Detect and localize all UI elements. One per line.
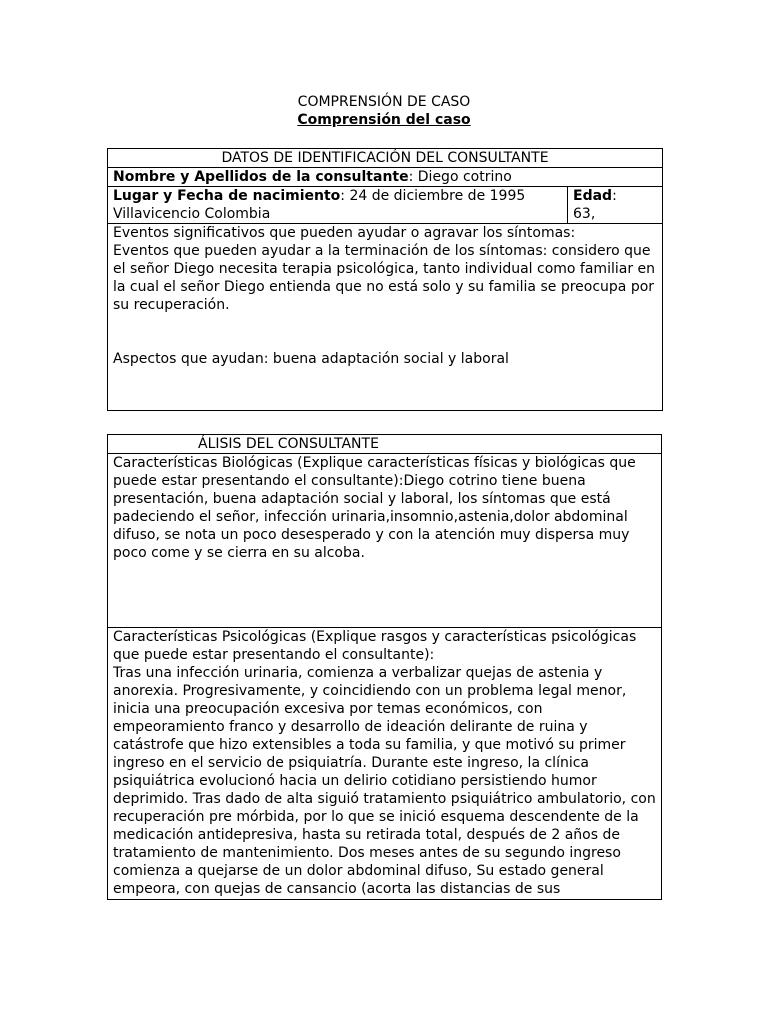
birth-place: Villavicencio Colombia <box>113 206 271 222</box>
analysis-table <box>107 434 662 900</box>
name-row <box>108 168 663 187</box>
identification-table <box>107 148 663 411</box>
age-value: 63, <box>573 206 596 222</box>
name-label: Nombre y Apellidos de la consultante <box>113 169 409 185</box>
psychological-intro: Características Psicológicas (Explique rasgos y características psicológicas que puede estar presentando el consultante): <box>113 629 637 663</box>
age-cell <box>568 187 663 224</box>
psychological-cell <box>108 628 662 900</box>
birth-cell <box>108 187 568 224</box>
biological-text: Características Biológicas (Explique características físicas y biológicas que puede estar presentando el consultante):Diego cotrino tiene buena presentación, buena adaptación social y laboral, los síntomas que está padeciendo el señor, infección urinaria,insomnio,astenia,dolor abdominal difuso, se nota un poco desesperado y con la atención muy dispersa muy poco come y se cierra en su alcoba. <box>113 455 636 561</box>
birth-label: Lugar y Fecha de nacimiento <box>113 188 341 204</box>
name-value: : Diego cotrino <box>408 169 512 185</box>
biological-cell <box>108 454 662 628</box>
psychological-content <box>113 628 656 899</box>
document-title: COMPRENSIÓN DE CASO <box>297 94 471 110</box>
events-significant: Eventos significativos que pueden ayudar o agravar los síntomas: <box>113 225 576 241</box>
age-label: Edad <box>573 188 613 204</box>
events-cell <box>108 224 663 411</box>
events-termination: Eventos que pueden ayudar a la terminación de los síntomas: considero que el señor Diego necesita terapia psicológica, tanto individual como familiar en la cual el señor Diego entienda que no está solo y su familia se preocupa por su recuperación. <box>113 243 656 313</box>
identification-heading: DATOS DE IDENTIFICACIÓN DEL CONSULTANTE <box>108 149 663 168</box>
psychological-text: Tras una infección urinaria, comienza a verbalizar quejas de astenia y anorexia. Progresivamente, y coincidiendo con un problema legal menor, inicia una preocupación excesiva por temas económicos, con empeoramiento franco y desarrollo de ideación delirante de ruina y catástrofe que hizo extensibles a toda su familia, y que motivó su primer ingreso en el servicio de psiquiatría. Durante este ingreso, la clínica psiquiátrica evolucionó hacia un delirio cotidiano persistiendo humor deprimido. Tras dado de alta siguió tratamiento psiquiátrico ambulatorio, con recuperación pre mórbida, por lo que se inició esquema descendente de la medicación antidepresiva, hasta su retirada total, después de 2 años de tratamiento de mantenimiento. Dos meses antes de su segundo ingreso comienza a quejarse de un dolor abdominal difuso, Su estado general empeora, con quejas de cansancio (acorta las distancias de sus <box>113 665 656 897</box>
aspects-help: Aspectos que ayudan: buena adaptación social y laboral <box>113 351 509 367</box>
analysis-heading: ÁLISIS DEL CONSULTANTE <box>108 435 662 454</box>
age-colon: : <box>612 188 617 204</box>
document-subtitle: Comprensión del caso <box>297 112 471 128</box>
birth-value: : 24 de diciembre de 1995 <box>340 188 526 204</box>
